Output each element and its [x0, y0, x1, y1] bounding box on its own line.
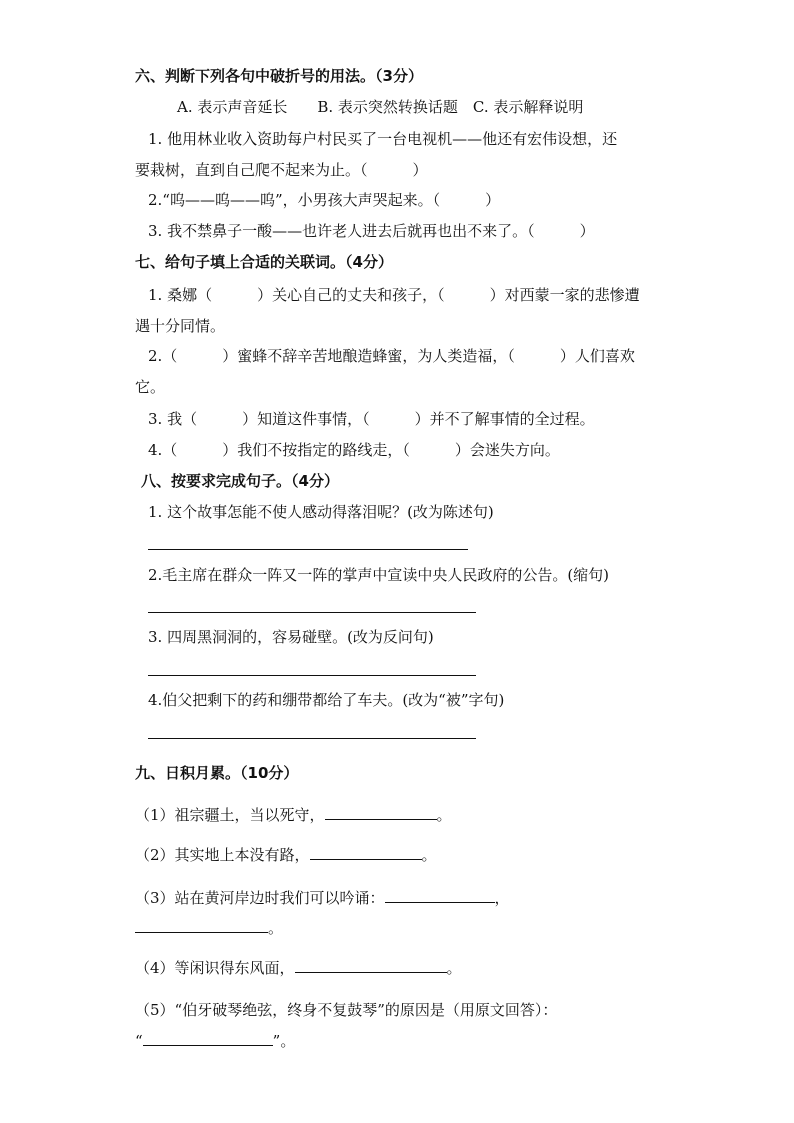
- section-6-q3: 3. 我不禁鼻子一酸——也许老人进去后就再也出不来了。（ ）: [148, 222, 595, 240]
- quote-close: ”。: [272, 1032, 296, 1050]
- period: 。: [421, 846, 437, 864]
- answer-line-8-4[interactable]: [148, 738, 476, 739]
- section-9-q5-answer: [135, 1031, 295, 1051]
- section-8-q4: 4.伯父把剩下的药和绷带都给了车夫。(改为“被”字句): [148, 691, 505, 709]
- section-6-title: 六、判断下列各句中破折号的用法。（3分）: [135, 67, 423, 85]
- section-9-q1-text: （1）祖宗疆土，当以死守，: [135, 806, 325, 824]
- blank-9-1[interactable]: [325, 805, 437, 820]
- section-7-q2-line2: 它。: [135, 378, 166, 396]
- section-9-q4-text: （4）等闲识得东风面，: [135, 959, 295, 977]
- quote-open: “: [135, 1032, 143, 1050]
- section-6-q1-line2: 要栽树，直到自己爬不起来为止。（ ）: [135, 161, 428, 179]
- period: 。: [268, 919, 284, 937]
- blank-9-2[interactable]: [310, 845, 422, 860]
- period: 。: [436, 806, 452, 824]
- section-9-q2-text: （2）其实地上本没有路，: [135, 846, 310, 864]
- section-7-title: 七、给句子填上合适的关联词。（4分）: [135, 253, 393, 271]
- section-9-q5: （5）“伯牙破琴绝弦，终身不复鼓琴”的原因是（用原文回答）：: [135, 1001, 558, 1019]
- section-9-q1: [135, 805, 452, 825]
- period: 。: [446, 959, 462, 977]
- section-7-q1-line1: 1. 桑娜（ ）关心自己的丈夫和孩子，（ ）对西蒙一家的悲惨遭: [148, 286, 640, 304]
- section-7-q1-line2: 遇十分同情。: [135, 317, 226, 335]
- comma: ，: [494, 889, 510, 907]
- section-7-q4: 4.（ ）我们不按指定的路线走，（ ）会迷失方向。: [148, 441, 560, 459]
- section-8-q3: 3. 四周黑洞洞的，容易碰壁。(改为反问句): [148, 628, 434, 646]
- section-9-q4: [135, 958, 462, 978]
- section-8-q1: 1. 这个故事怎能不使人感动得落泪呢？(改为陈述句): [148, 503, 494, 521]
- blank-9-3a[interactable]: [385, 888, 495, 903]
- section-9-title: 九、日积月累。（10分）: [135, 764, 299, 782]
- section-8-title: 八、按要求完成句子。（4分）: [141, 472, 339, 490]
- blank-9-3b[interactable]: [135, 918, 268, 933]
- blank-9-5[interactable]: [143, 1031, 273, 1046]
- section-9-q3: [135, 888, 510, 908]
- section-6-q1-line1: 1. 他用林业收入资助每户村民买了一台电视机——他还有宏伟设想，还: [148, 130, 618, 148]
- answer-line-8-2[interactable]: [148, 612, 476, 613]
- answer-line-8-1[interactable]: [148, 549, 468, 550]
- answer-line-8-3[interactable]: [148, 675, 476, 676]
- section-9-q3-line2: [135, 918, 283, 938]
- section-8-q2: 2.毛主席在群众一阵又一阵的掌声中宣读中央人民政府的公告。(缩句): [148, 566, 610, 584]
- section-7-q3: 3. 我（ ）知道这件事情，（ ）并不了解事情的全过程。: [148, 410, 595, 428]
- section-9-q2: [135, 845, 437, 865]
- section-9-q3-text: （3）站在黄河岸边时我们可以吟诵：: [135, 889, 385, 907]
- section-6-options: A. 表示声音延长 B. 表示突然转换话题 C. 表示解释说明: [177, 98, 584, 116]
- section-7-q2-line1: 2.（ ）蜜蜂不辞辛苦地酿造蜂蜜，为人类造福，（ ）人们喜欢: [148, 347, 635, 365]
- section-6-q2: 2.“呜——呜——呜”，小男孩大声哭起来。（ ）: [148, 191, 501, 209]
- blank-9-4[interactable]: [295, 958, 447, 973]
